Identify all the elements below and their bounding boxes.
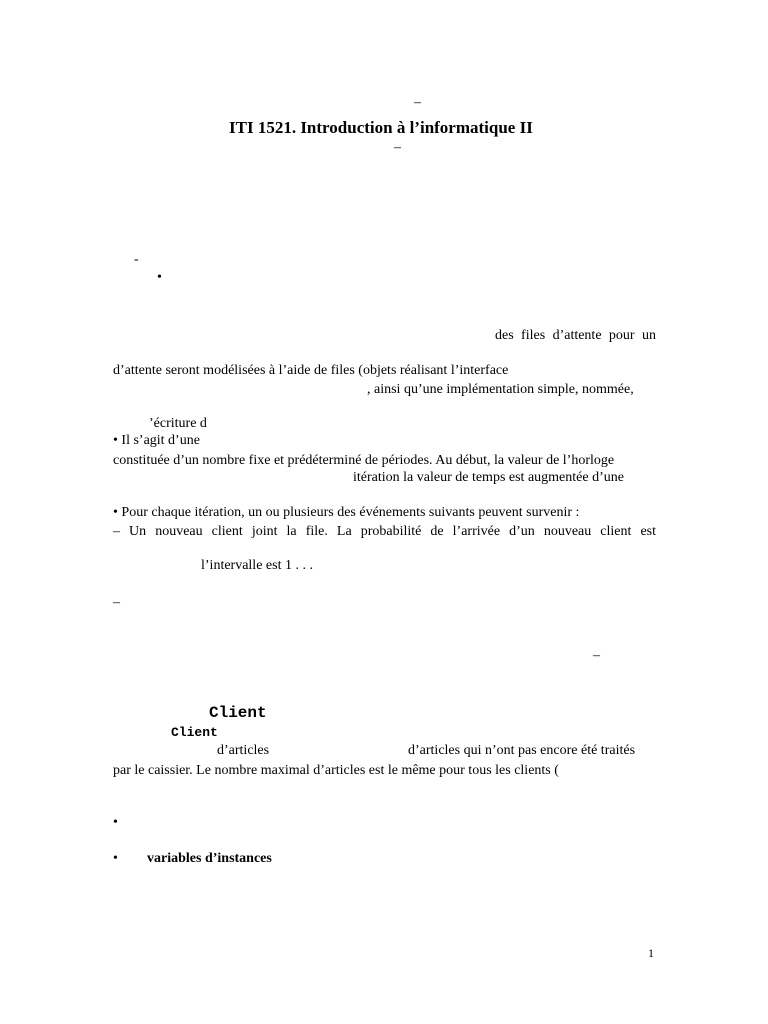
text-files-attente: des files d’attente pour un <box>495 328 656 343</box>
text-caissier: par le caissier. Le nombre maximal d’articles est le même pour tous les clients ( <box>113 763 559 778</box>
client-subheading: Client <box>171 725 218 740</box>
text-ecriture: ’écriture d <box>149 416 207 431</box>
page-number: 1 <box>648 946 654 960</box>
text-constituee: constituée d’un nombre fixe et prédéterminé de périodes. Au début, la valeur de l’horloge <box>113 453 615 468</box>
fragment-dash-mid-left: – <box>113 595 120 610</box>
bullet-one: • <box>113 815 118 830</box>
text-pour-chaque: • Pour chaque itération, un ou plusieurs des événements suivants peuvent survenir : <box>113 505 580 520</box>
bullet-two: • <box>113 851 118 866</box>
text-intervalle: l’intervalle est 1 . . . <box>201 558 313 573</box>
text-implementation: , ainsi qu’une implémentation simple, nommée, <box>367 382 634 397</box>
header-dash-top: – <box>414 95 421 110</box>
document-title: ITI 1521. Introduction à l’informatique II <box>229 118 533 137</box>
text-articles-right: d’articles qui n’ont pas encore été traités <box>408 743 636 758</box>
fragment-dash-mid-right: – <box>593 648 600 663</box>
fragment-bullet: • <box>157 270 162 285</box>
text-nouveau-client: – Un nouveau client joint la file. La probabilité de l’arrivée d’un nouveau client est <box>113 524 656 539</box>
header-dash-under-title: – <box>394 140 401 155</box>
text-iteration: itération la valeur de temps est augmentée d’une <box>353 470 624 485</box>
fragment-dash-left: - <box>134 252 139 267</box>
client-heading: Client <box>209 704 267 722</box>
text-modelisees: d’attente seront modélisées à l’aide de files (objets réalisant l’interface <box>113 363 509 378</box>
variables-label: variables d’instances <box>147 851 272 866</box>
text-il-sagit: • Il s’agit d’une <box>113 433 200 448</box>
text-articles-left: d’articles <box>217 743 270 758</box>
